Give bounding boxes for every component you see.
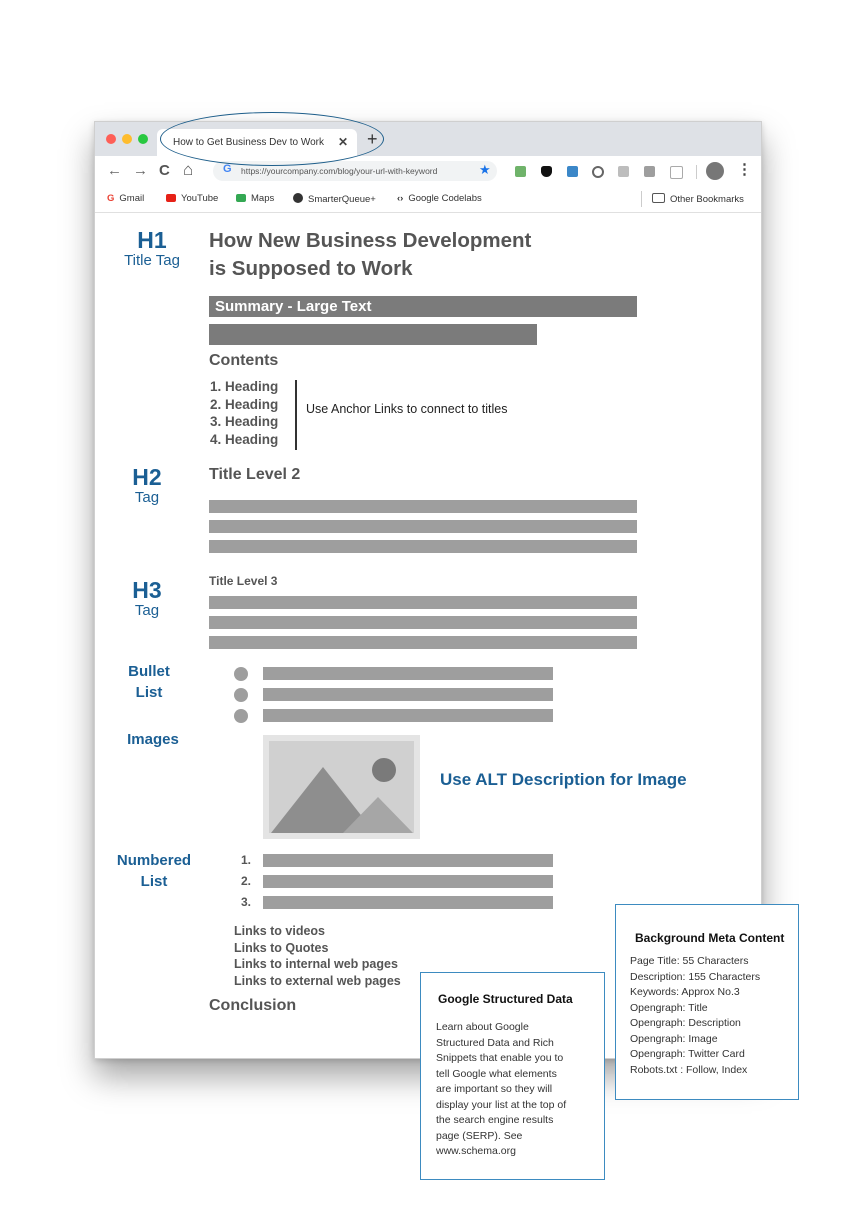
tab-title: How to Get Business Dev to Work <box>173 137 324 148</box>
browser-toolbar <box>95 156 761 186</box>
summary-bar <box>209 296 637 317</box>
tab-close-icon[interactable]: ✕ <box>338 135 349 149</box>
toc-item[interactable]: 1. Heading <box>210 379 279 394</box>
reload-icon[interactable]: C <box>159 162 170 179</box>
toc-divider <box>295 380 297 450</box>
link-item[interactable]: Links to videos <box>234 924 325 938</box>
image-placeholder <box>263 735 420 839</box>
h1-tag-label <box>110 229 194 269</box>
link-item[interactable]: Links to Quotes <box>234 940 329 955</box>
menu-dots-icon[interactable]: ⋮ <box>737 161 752 178</box>
link-item[interactable]: Links to internal web pages <box>234 957 398 971</box>
code-icon: ‹› <box>397 193 404 204</box>
globe-icon <box>293 193 303 203</box>
summary-bar-2 <box>209 324 537 345</box>
h2-tag-small: Tag <box>134 489 160 506</box>
new-tab-button[interactable]: + <box>367 129 378 149</box>
conclusion-heading: Conclusion <box>209 997 297 1014</box>
bookmarks-divider <box>641 191 642 207</box>
structured-data-text: Learn about Google Structured Data and Rich Snippets that enable you to tell Google what elements are important so they will display your list at the top of the search engine results page (SERP). See www.schema.org <box>436 1021 567 1157</box>
numbered-list-label: Numbered List <box>116 852 192 890</box>
anchor-note: Use Anchor Links to connect to titles <box>306 402 508 416</box>
text-line <box>209 616 637 629</box>
bookmark-youtube[interactable]: YouTube <box>166 193 218 204</box>
youtube-icon <box>166 194 176 202</box>
bookmark-codelabs[interactable]: ‹› Google Codelabs <box>397 193 482 204</box>
meta-content-title: Background Meta Content <box>635 931 785 945</box>
text-line <box>209 520 637 533</box>
images-label: Images <box>127 731 179 748</box>
other-bookmarks[interactable]: Other Bookmarks <box>652 193 744 205</box>
code-extension-icon[interactable] <box>644 166 655 177</box>
text-line <box>209 636 637 649</box>
extension-shield-icon[interactable] <box>541 166 552 177</box>
h3-tag-big: H3 <box>132 577 162 603</box>
pinterest-icon[interactable] <box>592 166 604 178</box>
title-level-2: Title Level 2 <box>209 466 301 483</box>
tab-highlight-ellipse <box>160 112 384 166</box>
page-title: How New Business Development is Supposed to Work <box>209 229 532 280</box>
bullet-line <box>263 688 553 701</box>
bullet-dot <box>234 667 248 681</box>
h2-tag-big: H2 <box>132 464 162 490</box>
links-list <box>234 923 401 989</box>
bullet-line <box>263 667 553 680</box>
extension-reader-icon[interactable] <box>567 166 578 177</box>
h2-tag-label <box>105 466 189 506</box>
bookmark-maps[interactable]: Maps <box>236 193 274 204</box>
bullet-list-label: Bullet List <box>128 663 170 701</box>
bookmarks-bar <box>95 186 761 213</box>
numbered-line <box>263 875 553 888</box>
bookmark-gmail[interactable]: G Gmail <box>107 193 145 204</box>
structured-data-box <box>420 972 605 1180</box>
close-window-button[interactable] <box>106 134 116 144</box>
toc-item[interactable]: 3. Heading <box>210 414 279 430</box>
h3-tag-small: Tag <box>134 602 160 619</box>
text-line <box>209 596 637 609</box>
maximize-window-button[interactable] <box>138 134 148 144</box>
extension-photo-icon[interactable] <box>515 166 526 177</box>
forward-arrow-icon[interactable]: → <box>133 162 148 179</box>
link-item[interactable]: Links to external web pages <box>234 973 401 988</box>
bullet-line <box>263 709 553 722</box>
google-icon: G <box>107 193 115 204</box>
toc-item[interactable]: 4. Heading <box>210 432 279 448</box>
home-icon[interactable]: ⌂ <box>183 160 194 179</box>
table-of-contents <box>210 378 278 449</box>
h1-tag-small: Title Tag <box>124 252 180 269</box>
number-label: 1. <box>241 853 252 867</box>
h3-tag-label <box>105 579 189 619</box>
meta-content-text: Page Title: 55 Characters Description: 155 Characters Keywords: Approx No.3 Opengraph: Title Opengraph: Description Opengraph: Image Opengraph: Twitter Card Robots.txt : Follow, Index <box>630 955 761 1076</box>
mountain-image-icon <box>263 735 420 839</box>
extension-box-icon[interactable] <box>618 166 629 177</box>
number-label: 3. <box>241 895 252 909</box>
back-arrow-icon[interactable]: ← <box>107 162 122 179</box>
summary-text: Summary - Large Text <box>215 298 372 315</box>
bookmark-star-icon[interactable]: ★ <box>479 162 491 177</box>
meta-content-box <box>615 904 799 1100</box>
numbered-line <box>263 896 553 909</box>
numbered-line <box>263 854 553 867</box>
toolbar-divider <box>696 165 697 179</box>
bookmark-smarterqueue[interactable]: SmarterQueue+ <box>293 193 376 205</box>
url-text[interactable]: https://yourcompany.com/blog/your-url-with-keyword <box>241 166 438 176</box>
toc-item[interactable]: 2. Heading <box>210 396 279 412</box>
extension-window-icon[interactable] <box>670 166 683 179</box>
alt-description-note: Use ALT Description for Image <box>440 770 687 789</box>
title-level-3: Title Level 3 <box>209 574 278 588</box>
contents-heading: Contents <box>209 352 279 369</box>
text-line <box>209 540 637 553</box>
google-g-icon: G <box>223 163 232 175</box>
bullet-dot <box>234 688 248 702</box>
profile-avatar[interactable] <box>706 162 724 180</box>
bullet-dot <box>234 709 248 723</box>
minimize-window-button[interactable] <box>122 134 132 144</box>
number-label: 2. <box>241 874 252 888</box>
folder-icon <box>652 193 665 203</box>
h1-tag-big: H1 <box>137 227 167 253</box>
structured-data-title: Google Structured Data <box>438 992 573 1006</box>
text-line <box>209 500 637 513</box>
maps-icon <box>236 194 246 202</box>
